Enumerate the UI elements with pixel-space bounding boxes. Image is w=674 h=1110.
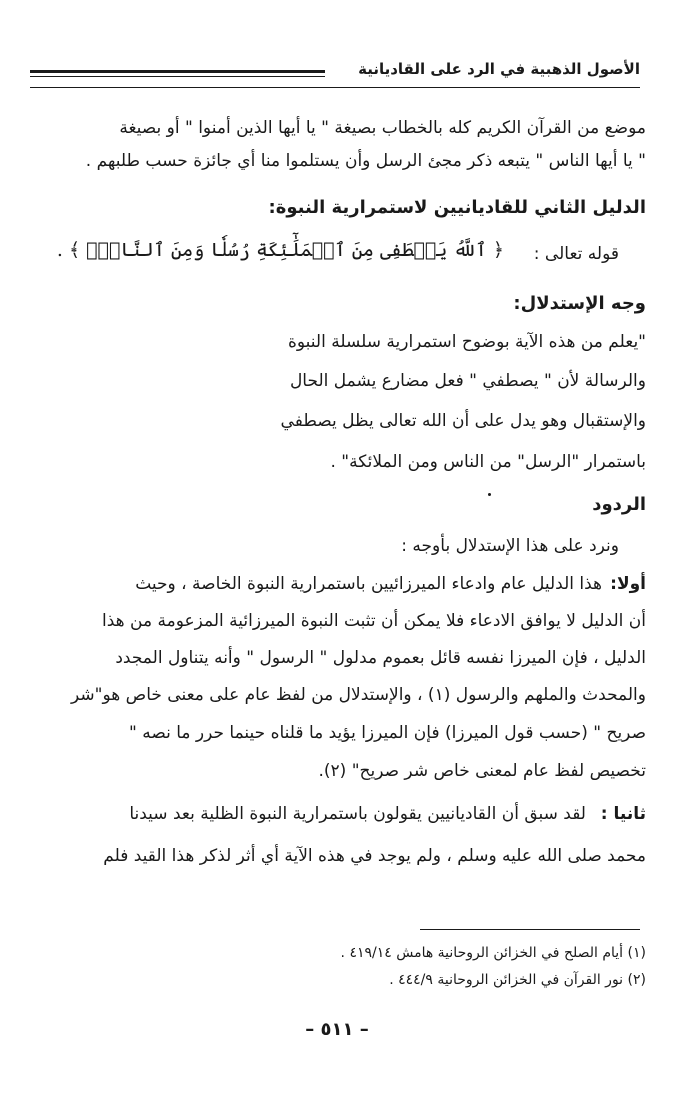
first-line-1: هذا الدليل عام وادعاء الميرزائيين باستمرارية النبوة الخاصة ، وحيث [135,574,602,594]
header-rule-thick [30,70,325,73]
footnote-separator [420,929,640,930]
header-rule-thin [30,76,325,77]
quote-line-2: والرسالة لأن " يصطفي " فعل مضارع يشمل الحال [289,371,646,391]
header-title: الأصول الذهبية في الرد على القاديانية [358,60,640,78]
first-label: أولا: [610,574,646,594]
body-line-2: " يا أيها الناس " يتبعه ذكر مجئ الرسل وأن يستلموا منا أي جائزة حسب طلبهم . [85,151,646,171]
heading-wajh-istidlal: وجه الإستدلال: [513,293,646,314]
page-number: – ٥١١ – [305,1019,369,1040]
quote-line-4: باستمرار "الرسل" من الناس ومن الملائكة" . [330,452,646,472]
first-line-3: الدليل ، فإن الميرزا نفسه قائل بعموم مدلول " الرسول " وأنه يتناول المجدد [115,648,646,668]
first-line-5: صريح " (حسب قول الميرزا) فإن الميرزا يؤيد ما قلناه حينما حرر ما نصه " [128,723,646,743]
first-line-6: تخصيص لفظ عام لمعنى خاص شر صريح" (٢). [318,761,646,781]
footnote-1: (١) أيام الصلح في الخزائن الروحانية هامش ٤١٩/١٤ . [340,945,646,961]
first-line-4: والمحدث والملهم والرسول (١) ، والإستدلال من لفظ عام على معنى خاص هو"شر [71,685,646,705]
header-rule-bottom [30,87,640,88]
quote-line-3: والإستقبال وهو يدل على أن الله تعالى يظل يصطفي [280,411,646,431]
quote-line-1: "يعلم من هذه الآية بوضوح استمرارية سلسلة النبوة [287,332,646,352]
second-line-1: لقد سبق أن القاديانيين يقولون باستمرارية النبوة الظلية بعد سيدنا [129,804,586,824]
quran-verse: ﴿ ٱللَّهُ يَصۡطَفِى مِنَ ٱلۡمَلَٰٓئِكَةِ رُسُلٗا وَمِنَ ٱلنَّاسِۚ ﴾ . [56,239,504,261]
verse-intro: قوله تعالى : [533,244,619,264]
footnote-2: (٢) نور القرآن في الخزائن الروحانية ٤٤٤/٩ . [389,972,646,988]
heading-rudud: الردود [592,494,646,515]
second-label: ثانيا : [600,804,646,824]
heading-second-proof: الدليل الثاني للقاديانيين لاستمرارية النبوة: [268,197,646,218]
first-line-2: أن الدليل لا يوافق الادعاء فلا يمكن أن تثبت النبوة الميرزائية المزعومة من هذا [102,611,646,631]
stray-dot [488,493,491,496]
rudud-intro: ونرد على هذا الإستدلال بأوجه : [401,536,619,556]
running-header [30,60,640,88]
body-line-1: موضع من القرآن الكريم كله بالخطاب بصيغة " يا أيها الذين أمنوا " أو بصيغة [119,118,646,138]
second-line-2: محمد صلى الله عليه وسلم ، ولم يوجد في هذه الآية أي أثر لذكر هذا القيد فلم [103,846,646,866]
